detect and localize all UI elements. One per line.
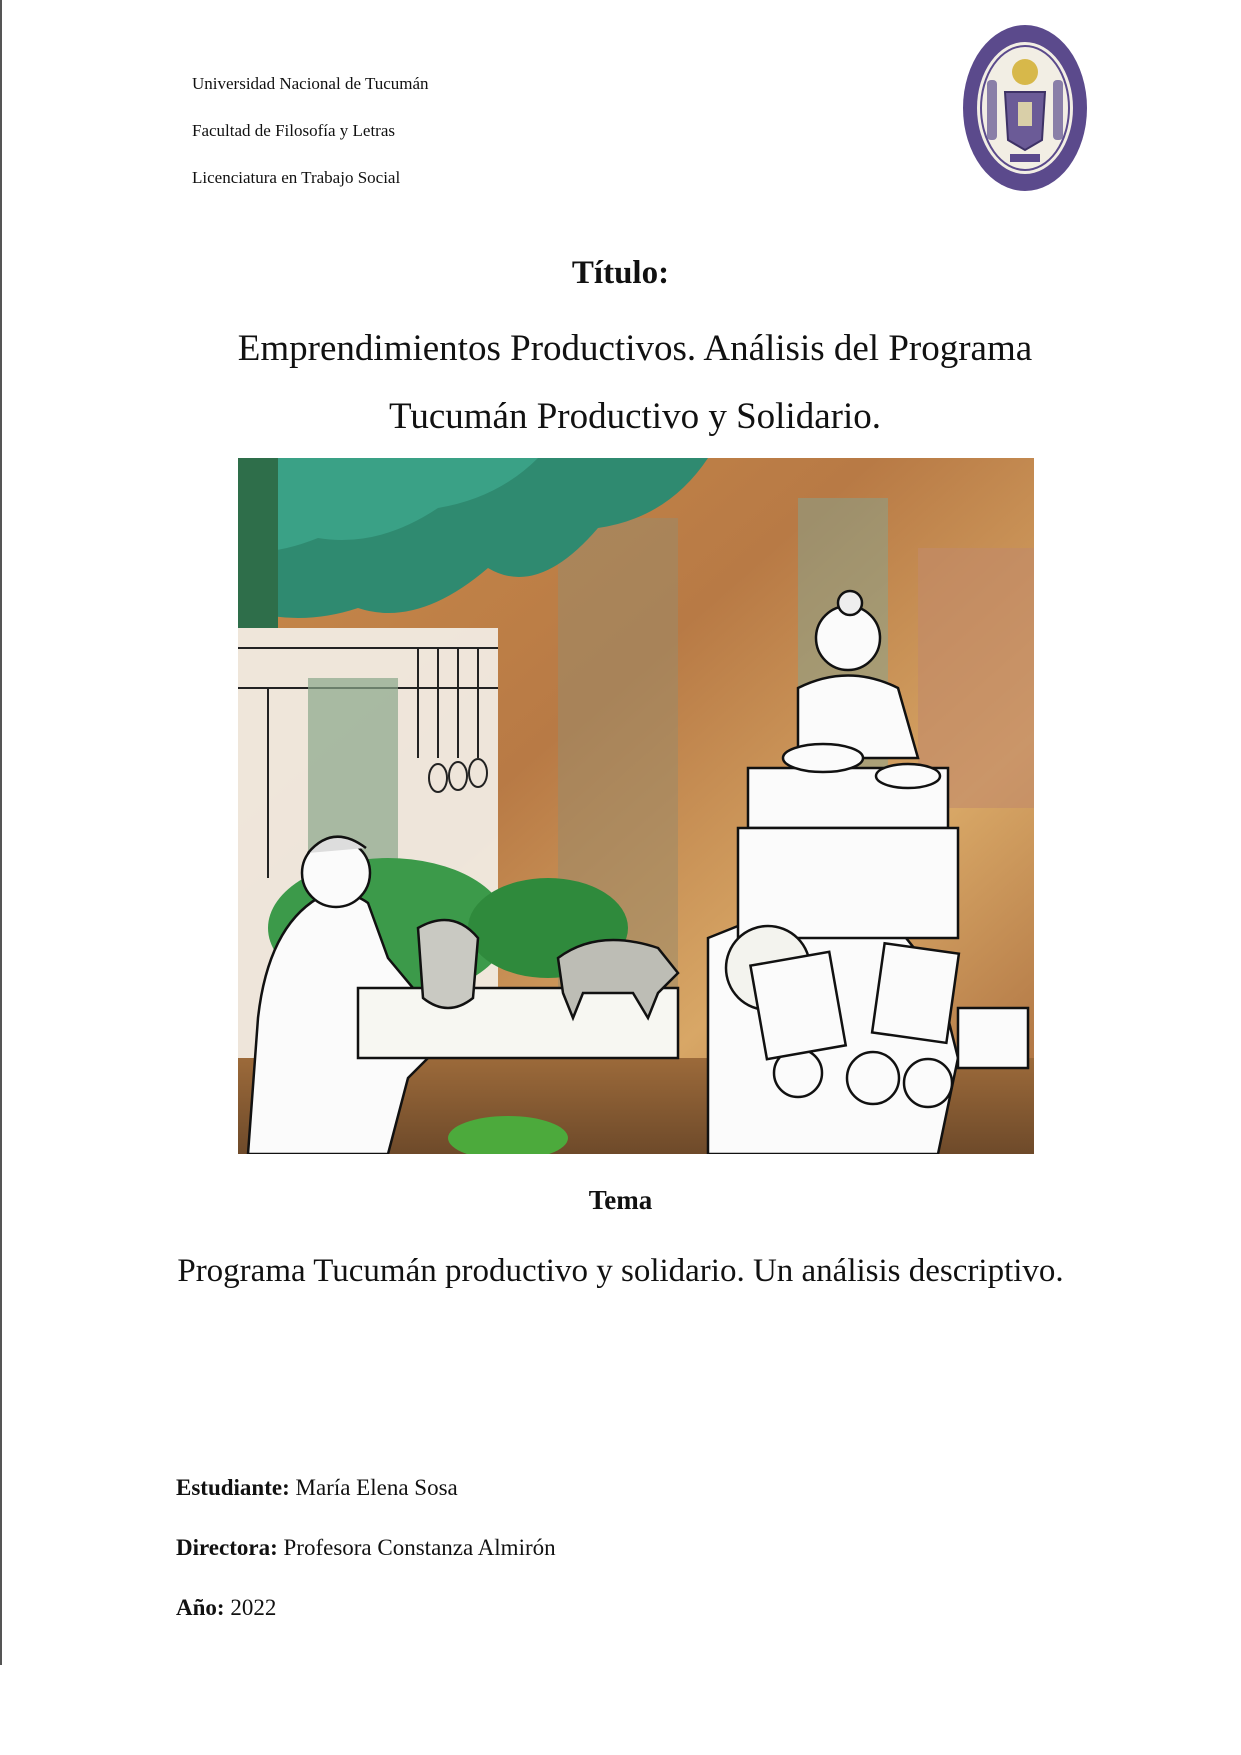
year-row — [176, 1588, 556, 1648]
thesis-title — [200, 315, 1070, 451]
director-label: Directora: — [176, 1535, 278, 1560]
student-row — [176, 1468, 556, 1528]
page-edge-line — [0, 0, 2, 1665]
year-label: Año: — [176, 1595, 225, 1620]
director-name: Profesora Constanza Almirón — [283, 1535, 556, 1560]
director-row — [176, 1528, 556, 1588]
title-label: Título: — [571, 255, 670, 291]
topic-label: Tema — [588, 1185, 653, 1215]
university-name: Universidad Nacional de Tucumán — [192, 74, 429, 93]
thesis-title-line-2: Tucumán Productivo y Solidario. — [389, 396, 881, 437]
student-name: María Elena Sosa — [295, 1475, 458, 1500]
student-label: Estudiante: — [176, 1475, 290, 1500]
degree-name: Licenciatura en Trabajo Social — [192, 168, 401, 187]
faculty-name: Facultad de Filosofía y Letras — [192, 121, 396, 140]
author-details — [176, 1468, 556, 1648]
thesis-title-line-1: Emprendimientos Productivos. Análisis del Programa — [237, 328, 1033, 369]
university-seal-icon — [960, 22, 1090, 194]
institution-header — [192, 60, 429, 201]
cover-collage-image — [238, 458, 1034, 1154]
year-value: 2022 — [230, 1595, 277, 1620]
topic-text: Programa Tucumán productivo y solidario. Un análisis descriptivo. — [177, 1253, 1064, 1289]
